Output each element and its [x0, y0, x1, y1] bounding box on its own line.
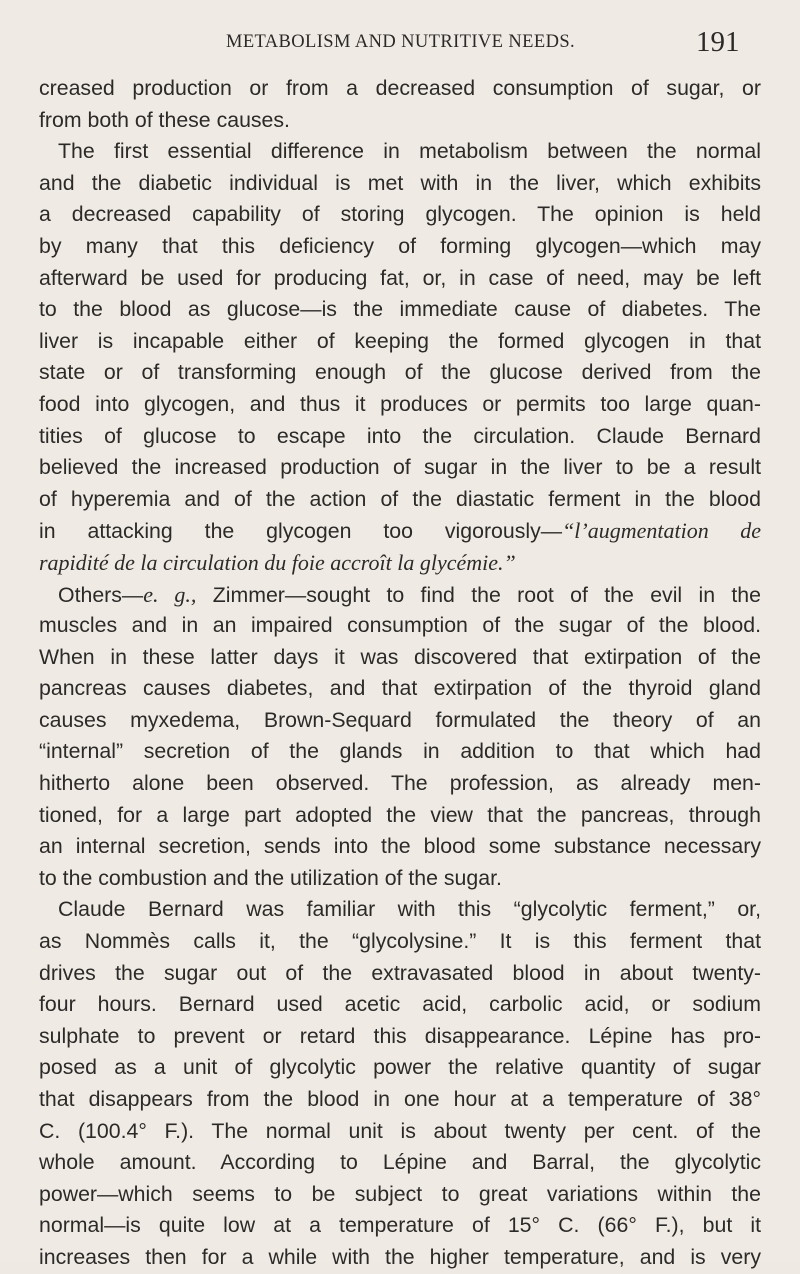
line-text: by many that this deficiency of forming glycogen—which may: [39, 233, 761, 258]
line-text: a decreased capability of storing glycogen. The opinion is held: [39, 202, 761, 227]
text-line: [39, 673, 761, 705]
line-text: of hyperemia and of the action of the diastatic ferment in the blood: [39, 486, 761, 511]
text-line: [39, 452, 761, 484]
line-italic-text: rapidité de la circulation du foie accroît la glycémie.”: [39, 549, 516, 575]
line-text: causes myxedema, Brown-Sequard formulated the theory of an: [39, 707, 761, 732]
body-text: [39, 73, 761, 1274]
line-text: increases then for a while with the higher temperature, and is very: [39, 1244, 761, 1269]
line-text: from both of these causes.: [39, 107, 290, 132]
line-text: pancreas causes diabetes, and that extirpation of the thyroid gland: [39, 676, 761, 701]
text-line: [39, 326, 761, 358]
text-line: [39, 547, 761, 579]
text-line: [39, 73, 761, 105]
line-text: to the combustion and the utilization of the sugar.: [39, 865, 502, 890]
text-line: [39, 831, 761, 863]
text-line: [39, 768, 761, 800]
line-text: liver is incapable either of keeping the formed glycogen in that: [39, 328, 761, 353]
text-line: [39, 263, 761, 295]
text-line: [39, 1210, 761, 1242]
text-line: [39, 484, 761, 516]
text-line: [39, 1147, 761, 1179]
line-text: to the blood as glucose—is the immediate cause of diabetes. The: [39, 297, 761, 322]
line-text: four hours. Bernard used acetic acid, carbolic acid, or sodium: [39, 992, 761, 1017]
text-line: [39, 989, 761, 1021]
text-line: [39, 863, 761, 895]
text-line: [39, 1052, 761, 1084]
line-text: in attacking the glycogen too vigorously—: [39, 519, 563, 544]
line-text: “internal” secretion of the glands in addition to that which had: [39, 739, 761, 764]
text-line: [39, 421, 761, 453]
line-text: The first essential difference in metabolism between the normal: [58, 139, 761, 164]
line-text: C. (100.4° F.). The normal unit is about twenty per cent. of the: [39, 1118, 761, 1143]
line-text: as Nommès calls it, the “glycolysine.” It is this ferment that: [39, 929, 761, 954]
text-line: [39, 199, 761, 231]
text-line: [39, 926, 761, 958]
line-text: believed the increased production of sugar in the liver to be a result: [39, 455, 761, 480]
text-line: [39, 168, 761, 200]
text-line: [39, 136, 761, 168]
text-line: [39, 1084, 761, 1116]
text-line: [39, 1021, 761, 1053]
line-text: muscles and in an impaired consumption of the sugar of the blood.: [39, 613, 761, 638]
line-text: tioned, for a large part adopted the view that the pancreas, through: [39, 802, 761, 827]
text-line: [39, 389, 761, 421]
text-line: [39, 515, 761, 547]
text-line: [39, 958, 761, 990]
line-text: an internal secretion, sends into the blood some substance necessary: [39, 834, 761, 859]
line-text: state or of transforming enough of the glucose derived from the: [39, 360, 761, 385]
line-text: food into glycogen, and thus it produces or permits too large quan-: [39, 391, 761, 416]
line-text: sulphate to prevent or retard this disappearance. Lépine has pro-: [39, 1023, 761, 1048]
page-number: 191: [696, 26, 740, 58]
line-text: normal—is quite low at a temperature of 15° C. (66° F.), but it: [39, 1213, 761, 1238]
text-line: [39, 642, 761, 674]
line-text: tities of glucose to escape into the circulation. Claude Bernard: [39, 423, 761, 448]
text-line: [39, 579, 761, 611]
line-text: drives the sugar out of the extravasated blood in about twenty-: [39, 960, 761, 985]
line-text: power—which seems to be subject to great variations within the: [39, 1181, 761, 1206]
line-text: posed as a unit of glycolytic power the relative quantity of sugar: [39, 1055, 761, 1080]
line-text: hitherto alone been observed. The profession, as already men-: [39, 771, 761, 796]
text-line: [39, 1179, 761, 1211]
line-text: When in these latter days it was discovered that extirpation of the: [39, 644, 761, 669]
line-text: whole amount. According to Lépine and Barral, the glycolytic: [39, 1150, 761, 1175]
text-line: [39, 105, 761, 137]
line-rest-text: Zimmer—sought to find the root of the evil in the: [196, 582, 761, 607]
line-italic-text: “l’augmentation de: [562, 518, 761, 544]
line-text: Claude Bernard was familiar with this “glycolytic ferment,” or,: [58, 897, 761, 922]
text-line: [39, 894, 761, 926]
text-line: [39, 736, 761, 768]
text-line: [39, 610, 761, 642]
text-line: [39, 705, 761, 737]
line-italic-text: e. g.,: [143, 581, 197, 607]
running-head: [0, 26, 800, 66]
line-text: afterward be used for producing fat, or, in case of need, may be left: [39, 265, 761, 290]
text-line: [39, 1242, 761, 1274]
text-line: [39, 357, 761, 389]
text-line: [39, 294, 761, 326]
text-line: [39, 800, 761, 832]
text-line: [39, 1116, 761, 1148]
text-line: [39, 231, 761, 263]
line-text: creased production or from a decreased consumption of sugar, or: [39, 76, 761, 100]
line-text: and the diabetic individual is met with in the liver, which exhibits: [39, 170, 761, 195]
line-text: Others—: [58, 582, 144, 607]
line-text: that disappears from the blood in one hour at a temperature of 38°: [39, 1087, 761, 1111]
running-title: METABOLISM AND NUTRITIVE NEEDS.: [226, 32, 576, 52]
